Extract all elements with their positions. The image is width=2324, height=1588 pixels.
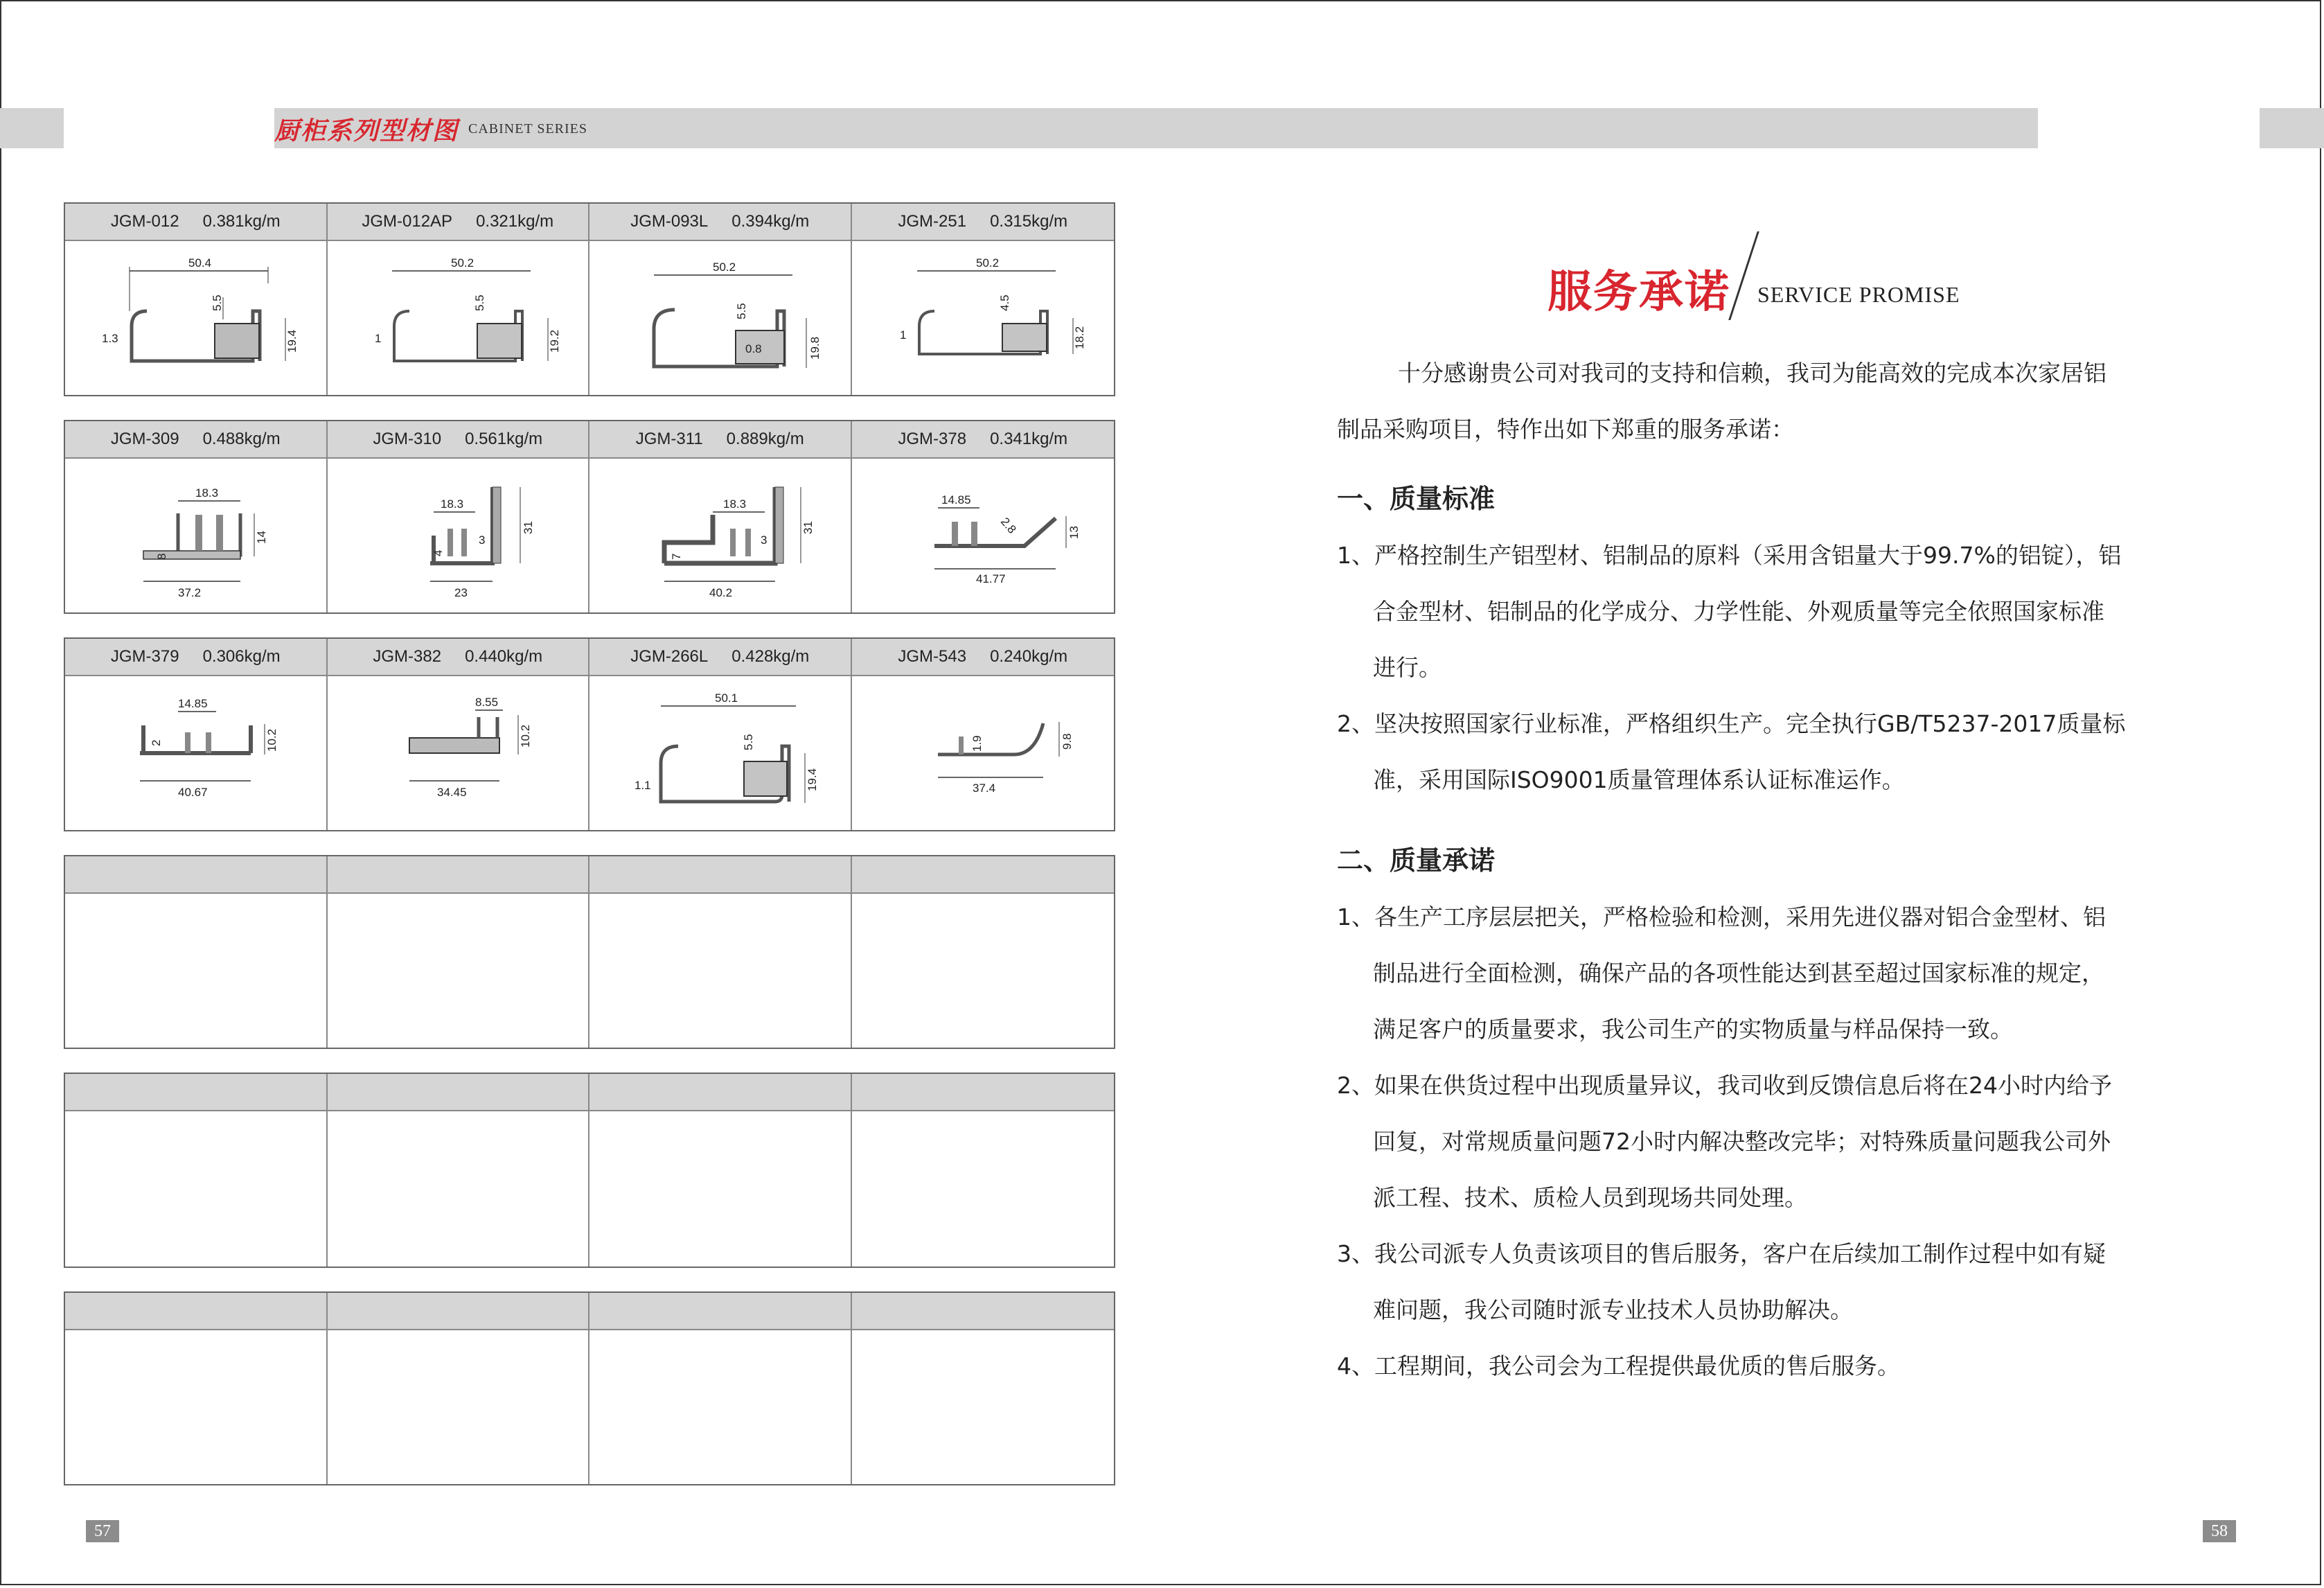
profile-drawing-svg — [862, 677, 1104, 829]
profile-cell — [852, 639, 1115, 830]
profile-weight: 0.561kg/m — [465, 430, 543, 448]
profile-weight: 0.341kg/m — [990, 430, 1068, 448]
empty-cell — [65, 856, 328, 1048]
profile-code: JGM-266L — [630, 647, 709, 666]
series-title — [274, 114, 587, 144]
profile-code: JGM-311 — [635, 430, 703, 448]
section-heading: 一、质量标准 — [1337, 484, 1496, 514]
empty-cell — [589, 1293, 852, 1484]
profile-drawing — [589, 676, 851, 830]
dim-label: 2 — [150, 739, 163, 746]
dim-label: 40.67 — [178, 786, 208, 799]
header-band-left-edge — [0, 108, 64, 148]
profile-drawing — [852, 676, 1115, 830]
profile-code: JGM-251 — [898, 212, 967, 231]
profile-drawing-svg — [598, 459, 841, 612]
dim-label: 3 — [761, 533, 768, 547]
profile-drawing-svg — [862, 459, 1104, 612]
profile-weight: 0.394kg/m — [731, 212, 810, 231]
dim-label: 37.2 — [178, 586, 202, 599]
profile-code: JGM-543 — [898, 647, 967, 666]
profile-drawing-svg — [337, 677, 579, 829]
dim-label: 14 — [255, 531, 269, 544]
dim-label: 0.8 — [745, 342, 762, 355]
profile-drawing-svg — [337, 459, 579, 612]
profile-cell — [328, 639, 590, 830]
empty-cell — [589, 1074, 852, 1267]
profile-drawing-svg — [598, 242, 841, 394]
profile-drawing — [65, 676, 326, 830]
dim-label: 5.5 — [742, 734, 756, 750]
list-item: 2、如果在供货过程中出现质量异议，我司收到反馈信息后将在24小时内给予回复，对常规质量问题72小时内解决整改完毕；对特殊质量问题我公司外派工程、技术、质检人员到现场共同处理。 — [1337, 1072, 2112, 1211]
list-item: 2、坚决按照国家行业标准，严格组织生产。完全执行GB/T5237-2017质量标准，采用国际ISO9001质量管理体系认证标准运作。 — [1337, 710, 2126, 793]
dim-label: 2.8 — [997, 515, 1019, 536]
profile-cell — [852, 421, 1115, 612]
profile-cell — [589, 421, 852, 612]
empty-cell — [65, 1074, 328, 1267]
header-band-right-edge — [2260, 108, 2324, 148]
title-slash — [1728, 231, 1759, 320]
profile-cell — [328, 421, 590, 612]
profile-code: JGM-378 — [898, 430, 967, 448]
dim-label: 8.55 — [474, 696, 498, 709]
dim-label: 50.1 — [715, 691, 738, 705]
profile-code: JGM-382 — [373, 647, 442, 666]
empty-cell — [852, 856, 1115, 1048]
series-title-en: CABINET SERIES — [468, 121, 587, 136]
dim-label: 4 — [431, 549, 445, 556]
profile-drawing — [852, 241, 1115, 395]
dim-label: 13 — [1067, 526, 1081, 539]
profile-cell — [589, 204, 852, 395]
section-heading: 二、质量承诺 — [1337, 845, 1496, 876]
dim-label: 7 — [670, 553, 684, 560]
profile-cell — [65, 639, 328, 830]
service-promise-title — [1547, 231, 1960, 320]
empty-cell — [328, 856, 590, 1048]
profile-drawing — [328, 676, 589, 830]
profile-cell — [589, 639, 852, 830]
dim-label: 19.4 — [806, 768, 819, 791]
profile-drawing-svg — [337, 242, 579, 394]
dim-label: 34.45 — [436, 786, 467, 799]
dim-label: 41.77 — [975, 572, 1006, 585]
profile-table-empty-row — [64, 1073, 1115, 1268]
dim-label: 19.4 — [285, 329, 299, 353]
profile-table-row-3 — [64, 637, 1115, 831]
profile-drawing-svg — [598, 677, 841, 829]
dim-label: 1 — [899, 328, 907, 342]
profile-cell — [65, 204, 328, 395]
dim-label: 50.2 — [713, 261, 736, 274]
dim-label: 19.2 — [547, 329, 561, 353]
dim-label: 31 — [801, 521, 815, 534]
empty-cell — [328, 1074, 590, 1267]
profile-drawing — [65, 241, 326, 395]
dim-label: 5.5 — [472, 294, 486, 311]
profile-table-empty-row — [64, 855, 1115, 1049]
empty-cell — [589, 856, 852, 1048]
dim-label: 19.8 — [808, 336, 822, 360]
dim-label: 18.3 — [195, 486, 219, 500]
profile-weight: 0.315kg/m — [990, 212, 1068, 231]
dim-label: 14.85 — [178, 697, 208, 710]
profile-drawing — [328, 241, 589, 395]
dim-label: 50.2 — [450, 256, 474, 270]
profile-cell — [852, 204, 1115, 395]
profile-drawing-svg — [74, 677, 317, 829]
profile-code: JGM-012 — [110, 212, 179, 231]
profile-drawing-svg — [74, 242, 317, 394]
profile-weight: 0.428kg/m — [731, 647, 810, 666]
dim-label: 1.3 — [102, 332, 118, 345]
profile-weight: 0.488kg/m — [202, 430, 281, 448]
profile-drawing — [65, 459, 326, 612]
empty-cell — [852, 1293, 1115, 1484]
dim-label: 37.4 — [972, 782, 995, 795]
dim-label: 18.3 — [440, 497, 463, 511]
profile-weight: 0.889kg/m — [726, 430, 804, 448]
profile-drawing — [852, 459, 1115, 612]
dim-label: 8 — [155, 553, 169, 560]
empty-cell — [65, 1293, 328, 1484]
profile-weight: 0.306kg/m — [202, 647, 281, 666]
profile-table-empty-row — [64, 1291, 1115, 1485]
intro-paragraph: 十分感谢贵公司对我司的支持和信赖，我司为能高效的完成本次家居铝制品采购项目，特作出如下郑重的服务承诺： — [1337, 360, 2106, 443]
profile-drawing — [589, 459, 851, 612]
list-item: 1、各生产工序层层把关，严格检验和检测，采用先进仪器对铝合金型材、铝制品进行全面检测，确保产品的各项性能达到甚至超过国家标准的规定，满足客户的质量要求，我公司生产的实物质量与样品保持一致。 — [1337, 903, 2106, 1043]
dim-label: 1 — [374, 332, 382, 345]
dim-label: 50.4 — [188, 256, 212, 270]
profile-code: JGM-379 — [110, 647, 179, 666]
dim-label: 1.9 — [970, 735, 984, 752]
dim-label: 31 — [521, 521, 535, 534]
profile-weight: 0.440kg/m — [465, 647, 543, 666]
series-title-cn: 厨柜系列型材图 — [274, 116, 459, 145]
profile-cell — [65, 421, 328, 612]
title-cn: 服务承诺 — [1547, 267, 1730, 318]
profile-drawing — [589, 241, 851, 395]
profile-code: JGM-310 — [373, 430, 442, 448]
page-number-right: 58 — [2203, 1520, 2236, 1542]
empty-cell — [328, 1293, 590, 1484]
page-number-left: 57 — [86, 1520, 119, 1542]
profile-drawing — [328, 459, 589, 612]
profile-code: JGM-012AP — [362, 212, 453, 231]
dim-label: 50.2 — [975, 256, 999, 270]
profile-weight: 0.321kg/m — [476, 212, 554, 231]
list-item: 1、严格控制生产铝型材、铝制品的原料（采用含铝量大于99.7%的铝锭），铝合金型材、铝制品的化学成分、力学性能、外观质量等完全依照国家标准进行。 — [1337, 542, 2122, 681]
profile-weight: 0.381kg/m — [202, 212, 281, 231]
profile-weight: 0.240kg/m — [990, 647, 1068, 666]
dim-label: 10.2 — [265, 728, 279, 752]
profile-code: JGM-309 — [110, 430, 179, 448]
dim-label: 10.2 — [518, 724, 532, 748]
profile-code: JGM-093L — [630, 212, 709, 231]
dim-label: 5.5 — [735, 303, 749, 319]
dim-label: 23 — [454, 586, 468, 599]
dim-label: 1.1 — [635, 779, 651, 792]
profile-drawing-svg — [862, 242, 1104, 394]
dim-label: 5.5 — [211, 294, 224, 311]
dim-label: 40.2 — [709, 586, 733, 599]
profile-drawing-svg — [74, 459, 317, 612]
profile-cell — [328, 204, 590, 395]
profile-table-row-2 — [64, 420, 1115, 614]
dim-label: 18.2 — [1072, 326, 1086, 349]
empty-cell — [852, 1074, 1115, 1267]
dim-label: 18.3 — [723, 497, 747, 511]
list-item: 4、工程期间，我公司会为工程提供最优质的售后服务。 — [1337, 1352, 1900, 1379]
title-en: SERVICE PROMISE — [1757, 282, 1960, 307]
dim-label: 14.85 — [941, 493, 971, 506]
profile-table-row-1 — [64, 202, 1115, 396]
dim-label: 4.5 — [997, 294, 1011, 311]
dim-label: 9.8 — [1060, 733, 1074, 750]
list-item: 3、我公司派专人负责该项目的售后服务，客户在后续加工制作过程中如有疑难问题，我公司随时派专业技术人员协助解决。 — [1337, 1240, 2106, 1323]
dim-label: 3 — [478, 533, 486, 547]
promise-body — [1337, 345, 2127, 1394]
